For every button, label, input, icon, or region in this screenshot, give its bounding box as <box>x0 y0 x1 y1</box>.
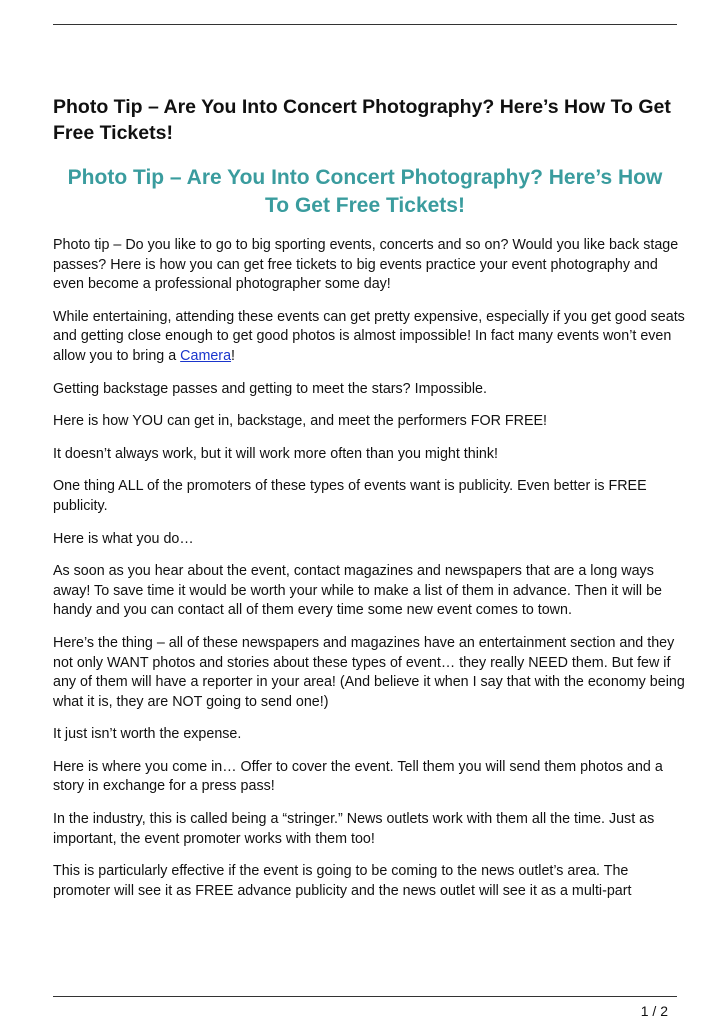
paragraph-what-you-do: Here is what you do… <box>53 530 194 547</box>
paragraph-camera-end: ! <box>231 347 236 364</box>
paragraph-how-you: Here is how YOU can get in, backstage, and meet the performers FOR FREE! <box>53 413 547 430</box>
paragraph-publicity: One thing ALL of the promoters of these types of events want is publicity. Even better is FREE publicity. <box>53 478 647 514</box>
document-title: Photo Tip – Are You Into Concert Photography? Here’s How To Get Free Tickets! <box>53 96 671 144</box>
header-rule <box>53 24 677 25</box>
paragraph-expense: It just isn’t worth the expense. <box>53 726 242 743</box>
paragraph-come-in: Here is where you come in… Offer to cover the event. Tell them you will send them photos and a story in exchange for a press pass! <box>53 758 663 795</box>
paragraph-stringer: In the industry, this is called being a “stringer.” News outlets work with them all the time. Just as important, the event promoter works with them too! <box>53 811 655 847</box>
paragraph-contact-magazines: As soon as you hear about the event, contact magazines and newspapers that are a long ways away! To save time it would be worth your while to make a list of them in advance. Then it will be handy and you can contact all of them every time some new event comes to town. <box>53 563 662 619</box>
paragraph-effective: This is particularly effective if the event is going to be coming to the news outlet’s area. The promoter will see it as FREE advance publicity and the news outlet will see it as a multi-part <box>53 863 632 899</box>
paragraph-camera-text: While entertaining, attending these events can get pretty expensive, especially if you get good seats and getting close enough to get good photos is almost impossible! In fact many events won’t even allow you to bring a <box>53 308 685 364</box>
paragraph-intro: Photo tip – Do you like to go to big sporting events, concerts and so on? Would you like back stage passes? Here is how you can get free tickets to big events practice your event photography and even become a professional photographer some day! <box>53 237 679 293</box>
camera-link[interactable]: Camera <box>180 347 232 364</box>
paragraph-always-work: It doesn’t always work, but it will work more often than you might think! <box>53 445 498 462</box>
paragraph-backstage: Getting backstage passes and getting to meet the stars? Impossible. <box>53 380 487 397</box>
paragraph-camera <box>53 308 688 367</box>
article-body <box>53 236 688 914</box>
paragraph-the-thing: Here’s the thing – all of these newspapers and magazines have an entertainment section and they not only WANT photos and stories about these types of event… they really NEED them. But few if any of them will have a reporter in your area! (And believe it when I say that with the economy being what it is, they are NOT going to send one!) <box>53 634 685 710</box>
page-number: 1 / 2 <box>640 1003 668 1019</box>
article-heading: Photo Tip – Are You Into Concert Photography? Here’s How To Get Free Tickets! <box>67 166 663 217</box>
footer-rule <box>53 996 677 997</box>
